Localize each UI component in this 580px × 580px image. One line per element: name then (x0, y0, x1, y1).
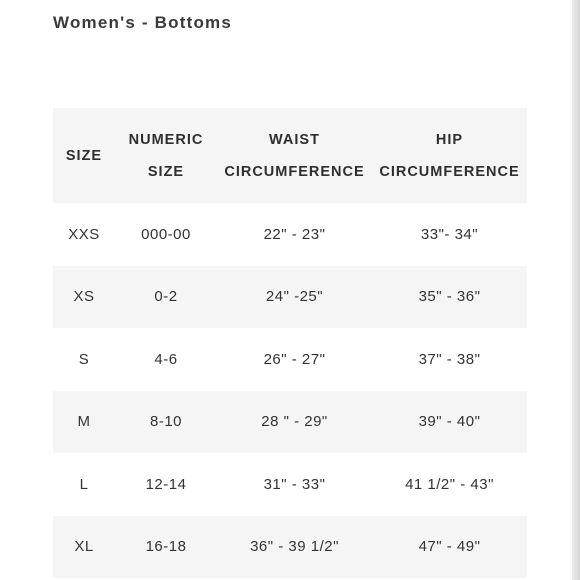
header-hip-line1: HIP (435, 131, 464, 148)
header-waist-line2: CIRCUMFERENCE (224, 163, 365, 180)
page-title: Women's - Bottoms (53, 13, 233, 32)
cell-size: XL (53, 516, 115, 579)
cell-waist: 28 " - 29" (217, 391, 372, 454)
header-numeric-line2: SIZE (147, 163, 185, 180)
cell-size: M (53, 391, 115, 454)
cell-waist: 26" - 27" (217, 328, 372, 391)
header-numeric-line1: NUMERIC (128, 131, 204, 148)
cell-size: L (53, 453, 115, 516)
cell-hip: 35" - 36" (372, 266, 527, 329)
table-row (53, 516, 527, 579)
cell-numeric-size: 000-00 (115, 203, 217, 266)
table-row (53, 453, 527, 516)
cell-hip: 47" - 49" (372, 516, 527, 579)
cell-numeric-size: 12-14 (115, 453, 217, 516)
cell-size: XXS (53, 203, 115, 266)
cell-hip: 33"- 34" (372, 203, 527, 266)
header-row (53, 108, 527, 203)
table-row (53, 266, 527, 329)
cell-size: XS (53, 266, 115, 329)
header-waist (217, 108, 372, 203)
table-row (53, 328, 527, 391)
cell-numeric-size: 0-2 (115, 266, 217, 329)
header-size-label: SIZE (65, 147, 103, 164)
size-chart-table (53, 108, 527, 578)
cell-hip: 37" - 38" (372, 328, 527, 391)
cell-waist: 31" - 33" (217, 453, 372, 516)
header-hip (372, 108, 527, 203)
table-row (53, 203, 527, 266)
cell-numeric-size: 8-10 (115, 391, 217, 454)
scroll-edge (572, 0, 580, 580)
cell-hip: 41 1/2" - 43" (372, 453, 527, 516)
cell-waist: 36" - 39 1/2" (217, 516, 372, 579)
cell-numeric-size: 4-6 (115, 328, 217, 391)
cell-size: S (53, 328, 115, 391)
header-waist-line1: WAIST (269, 131, 320, 148)
cell-numeric-size: 16-18 (115, 516, 217, 579)
header-numeric-size (115, 108, 217, 203)
header-size (53, 108, 115, 203)
table-row (53, 391, 527, 454)
cell-hip: 39" - 40" (372, 391, 527, 454)
header-hip-line2: CIRCUMFERENCE (379, 163, 520, 180)
cell-waist: 22" - 23" (217, 203, 372, 266)
cell-waist: 24" -25" (217, 266, 372, 329)
